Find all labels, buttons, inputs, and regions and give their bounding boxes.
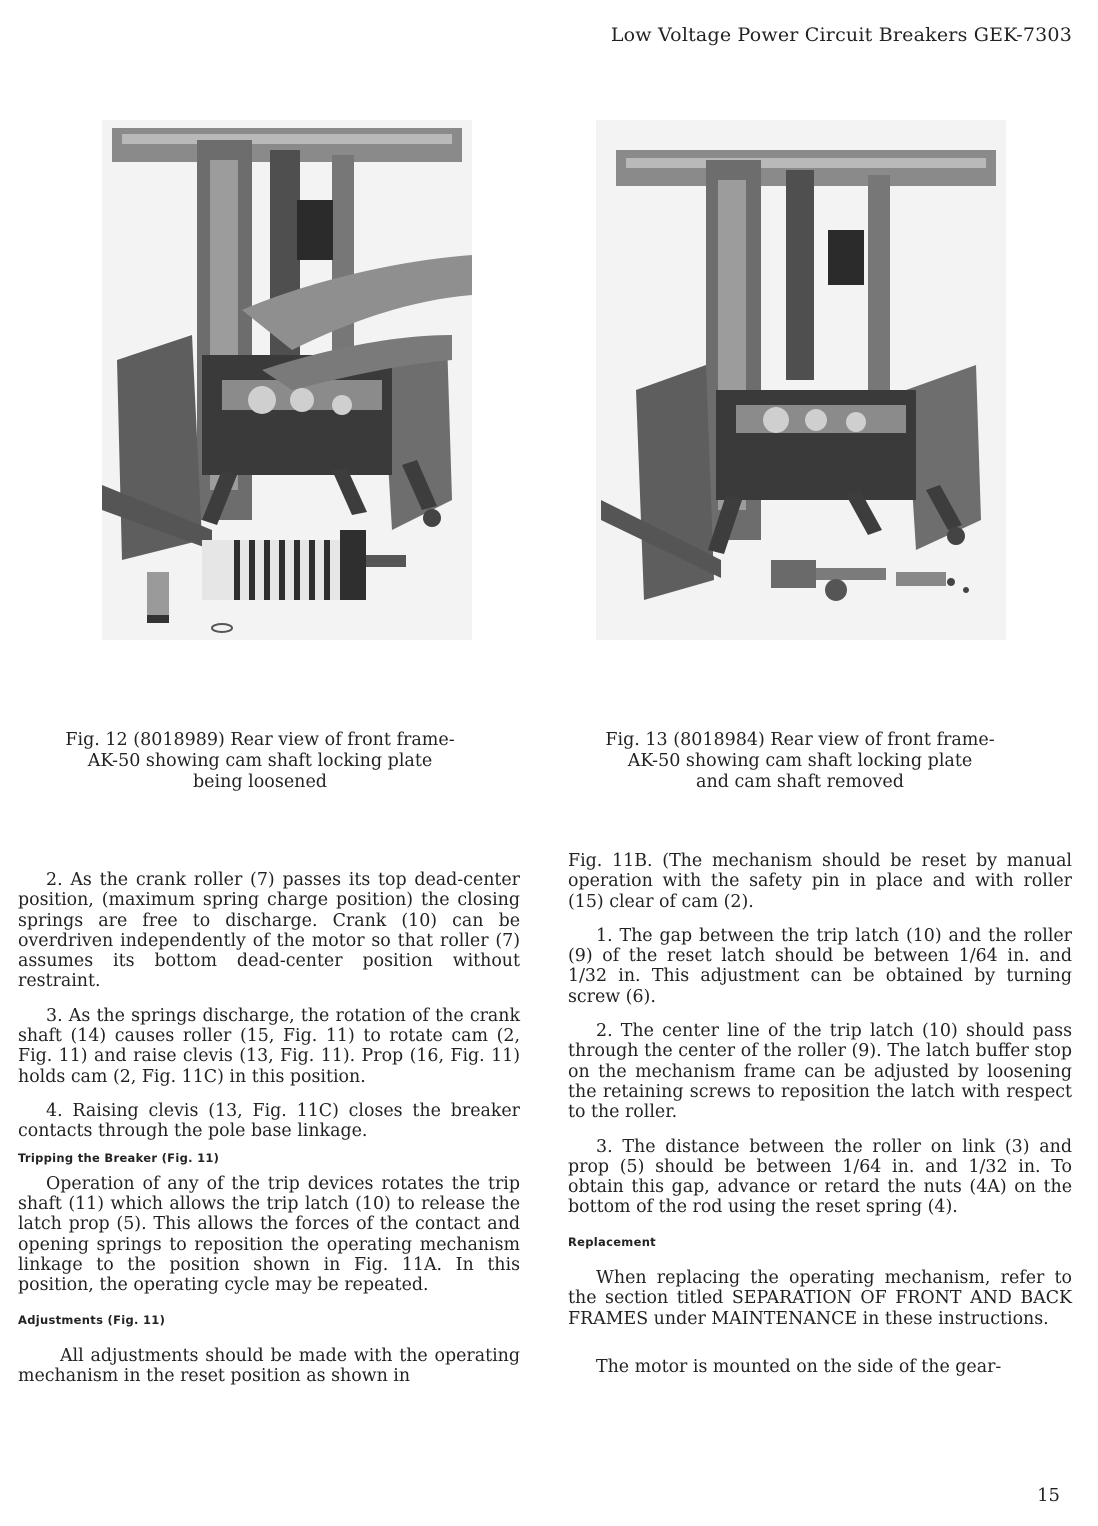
caption-line: being loosened [192,772,328,792]
figure-13-caption [580,730,1020,793]
figure-12-caption [40,730,480,793]
caption-line: Fig. 12 (8018989) Rear view of front frame- [65,730,455,750]
left-column [18,870,520,1401]
caption-line: and cam shaft removed [696,772,904,792]
caption-line: AK-50 showing cam shaft locking plate [627,751,973,771]
page-header: Low Voltage Power Circuit Breakers GEK-7303 [610,24,1072,46]
paragraph: 1. The gap between the trip latch (10) and the roller (9) of the reset latch should be between 1/64 in. and 1/32 in. This adjustment can be obtained by turning screw (6). [568,925,1072,1007]
figure-13-photo [596,120,1006,640]
paragraph: 3. As the springs discharge, the rotation of the crank shaft (14) causes roller (15, Fig. 11) to rotate cam (2, Fig. 11) and raise clevis (13, Fig. 11). Prop (16, Fig. 11) holds cam (2, Fig. 11C) in this position. [18,1005,520,1087]
paragraph: 2. The center line of the trip latch (10) should pass through the center of the roller (9). The latch buffer stop on the mechanism frame can be adjusted by loosening the retaining screws to reposition the latch with respect to the roller. [568,1021,1072,1123]
page-number: 15 [1037,1485,1060,1506]
paragraph: 4. Raising clevis (13, Fig. 11C) closes the breaker contacts through the pole base linkage. [18,1100,520,1142]
caption-line: Fig. 13 (8018984) Rear view of front frame- [605,730,995,750]
paragraph: When replacing the operating mechanism, refer to the section titled SEPARATION OF FRONT AND BACK FRAMES under MAINTENANCE in these instructions. [568,1268,1072,1329]
caption-line: AK-50 showing cam shaft locking plate [87,751,433,771]
paragraph: 3. The distance between the roller on link (3) and prop (5) should be between 1/64 in. and 1/32 in. To obtain this gap, advance or retard the nuts (4A) on the bottom of the rod using the reset spring (4). [568,1136,1072,1218]
paragraph: 2. As the crank roller (7) passes its top dead-center position, (maximum spring charge position) the closing springs are free to discharge. Crank (10) can be overdriven independently of the motor so that roller (7) assumes its bottom dead-center position without restraint. [18,870,520,992]
section-heading-replacement: Replacement [568,1234,656,1249]
right-column [568,851,1072,1391]
paragraph: The motor is mounted on the side of the gear- [596,1356,1002,1377]
paragraph: Operation of any of the trip devices rotates the trip shaft (11) which allows the trip latch (10) to release the latch prop (5). This allows the forces of the contact and opening springs to reposition the operating mechanism linkage to the position shown in Fig. 11A. In this position, the operating cycle may be repeated. [18,1173,520,1296]
figure-12-photo [102,120,472,640]
section-heading-tripping: Tripping the Breaker (Fig. 11) [18,1150,220,1165]
paragraph: All adjustments should be made with the operating mechanism in the reset position as shown in [18,1345,520,1387]
paragraph: Fig. 11B. (The mechanism should be reset by manual operation with the safety pin in place and with roller (15) clear of cam (2). [568,851,1072,912]
section-heading-adjustments: Adjustments (Fig. 11) [18,1312,166,1327]
